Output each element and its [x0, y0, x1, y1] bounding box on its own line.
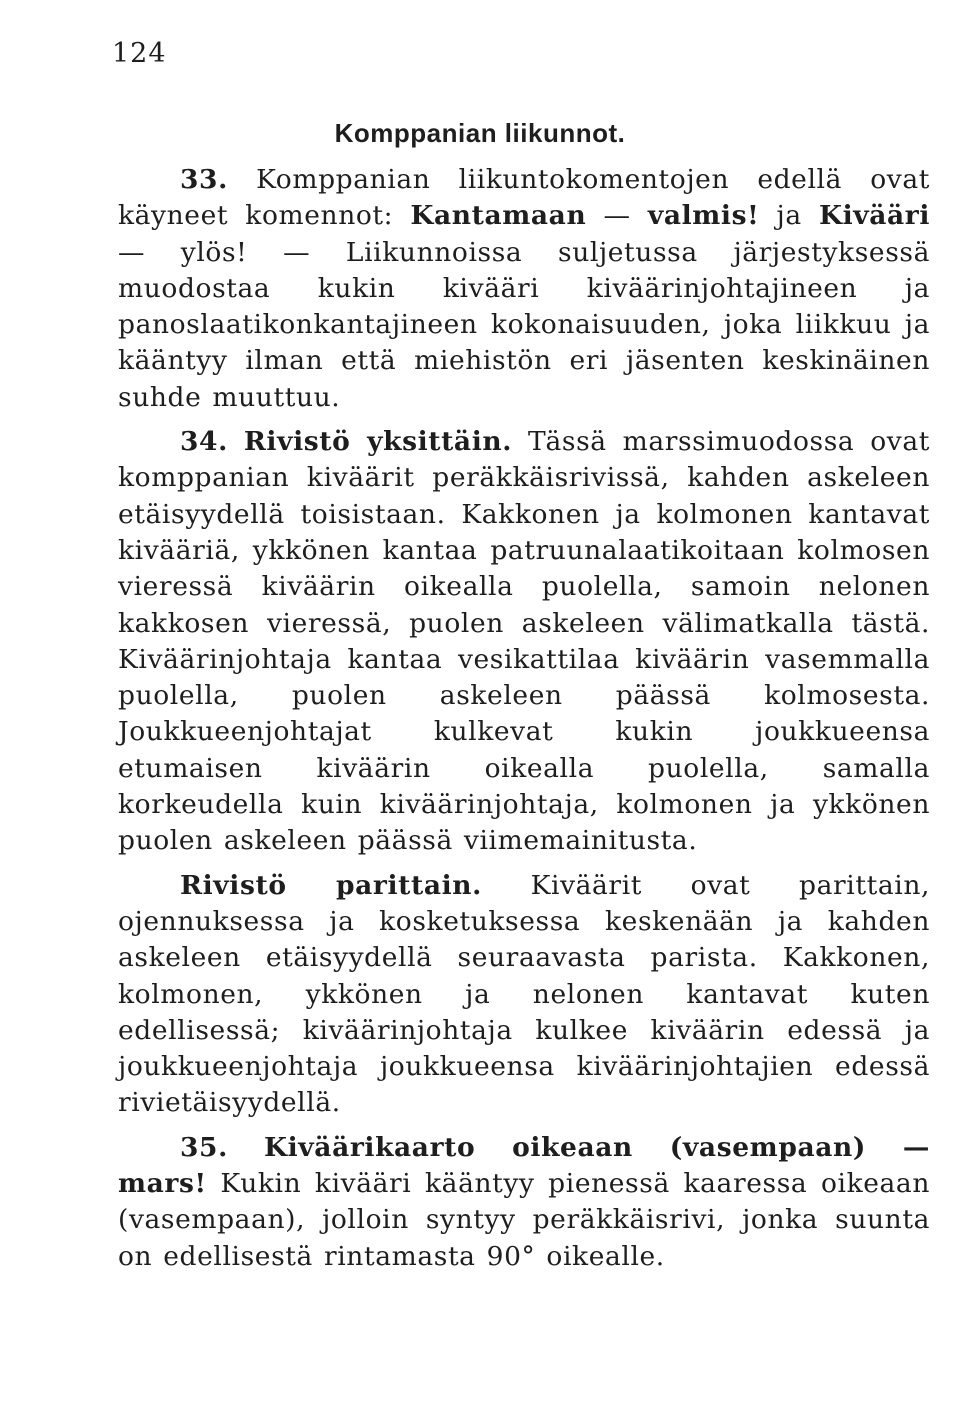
paragraph-number: 34. [180, 426, 228, 458]
text-segment: Tässä marssimuodossa ovat komppanian kiväärit peräkkäisrivissä, kahden askeleen etäisyydellä toisistaan. Kakkonen ja kolmonen kantavat kivääriä, ykkönen kantaa patruunalaatikoitaan kolmosen vieressä kiväärin oikealla puolella, samoin nelonen kakkosen vieressä, puolen askeleen välimatkalla tästä. Kiväärinjohtaja kantaa vesikattilaa kiväärin vasemmalla puolella, puolen askeleen päässä kolmosesta. Joukkueenjohtajat kulkevat kukin joukkueensa etumaisen kiväärin oikealla puolella, samalla korkeudella kuin kiväärinjohtaja, kolmonen ja ykkönen puolen askeleen päässä viimemainitusta. [118, 426, 931, 857]
paragraph-title: Rivistö parittain. [180, 869, 482, 901]
paragraph-35 [118, 1130, 930, 1275]
text-segment: — [586, 200, 648, 232]
body-text [118, 162, 930, 1278]
page-number: 124 [112, 38, 167, 69]
text-segment: Komppanian liikuntokomentojen edellä ovat käyneet komennot: [118, 164, 930, 232]
section-heading: Komppanian liikunnot. [334, 118, 626, 148]
paragraph-number: 35. [180, 1131, 228, 1163]
command-text: Kivääri [818, 200, 931, 232]
paragraph-34 [118, 424, 930, 860]
text-segment: — ylös! — Liikunnoissa suljetussa järjestyksessä muodostaa kukin kivääri kiväärinjohtajineen ja panoslaatikonkantajineen kokonaisuuden, joka liikkuu ja kääntyy ilman että miehistön eri jäsenten keskinäinen suhde muuttuu. [118, 236, 930, 413]
paragraph-title: Rivistö yksittäin. [243, 426, 513, 458]
text-segment: ja [759, 200, 819, 232]
paragraph-number: 33. [180, 164, 228, 195]
command-text: valmis! [647, 200, 760, 232]
text-segment: Kukin kivääri kääntyy pienessä kaaressa oikeaan (vasempaan), jolloin syntyy peräkkäisrivi, jonka suunta on edellisestä rintamasta 90° oikealle. [118, 1168, 930, 1272]
command-text: Kantamaan [410, 200, 587, 232]
paragraph-33 [118, 162, 930, 416]
paragraph-title: Kiväärikaarto oikeaan (vasempaan) — mars! [118, 1131, 930, 1200]
text-segment: Kiväärit ovat parittain, ojennuksessa ja kosketuksessa keskenään ja kahden askeleen etäisyydellä seuraavasta parista. Kakkonen, kolmonen, ykkönen ja nelonen kantavat kuten edellisessä; kiväärinjohtaja kulkee kiväärin edessä ja joukkueenjohtaja joukkueensa kiväärinjohtajien edessä rivietäisyydellä. [118, 869, 931, 1119]
paragraph-rivisto-parittain [118, 868, 930, 1122]
